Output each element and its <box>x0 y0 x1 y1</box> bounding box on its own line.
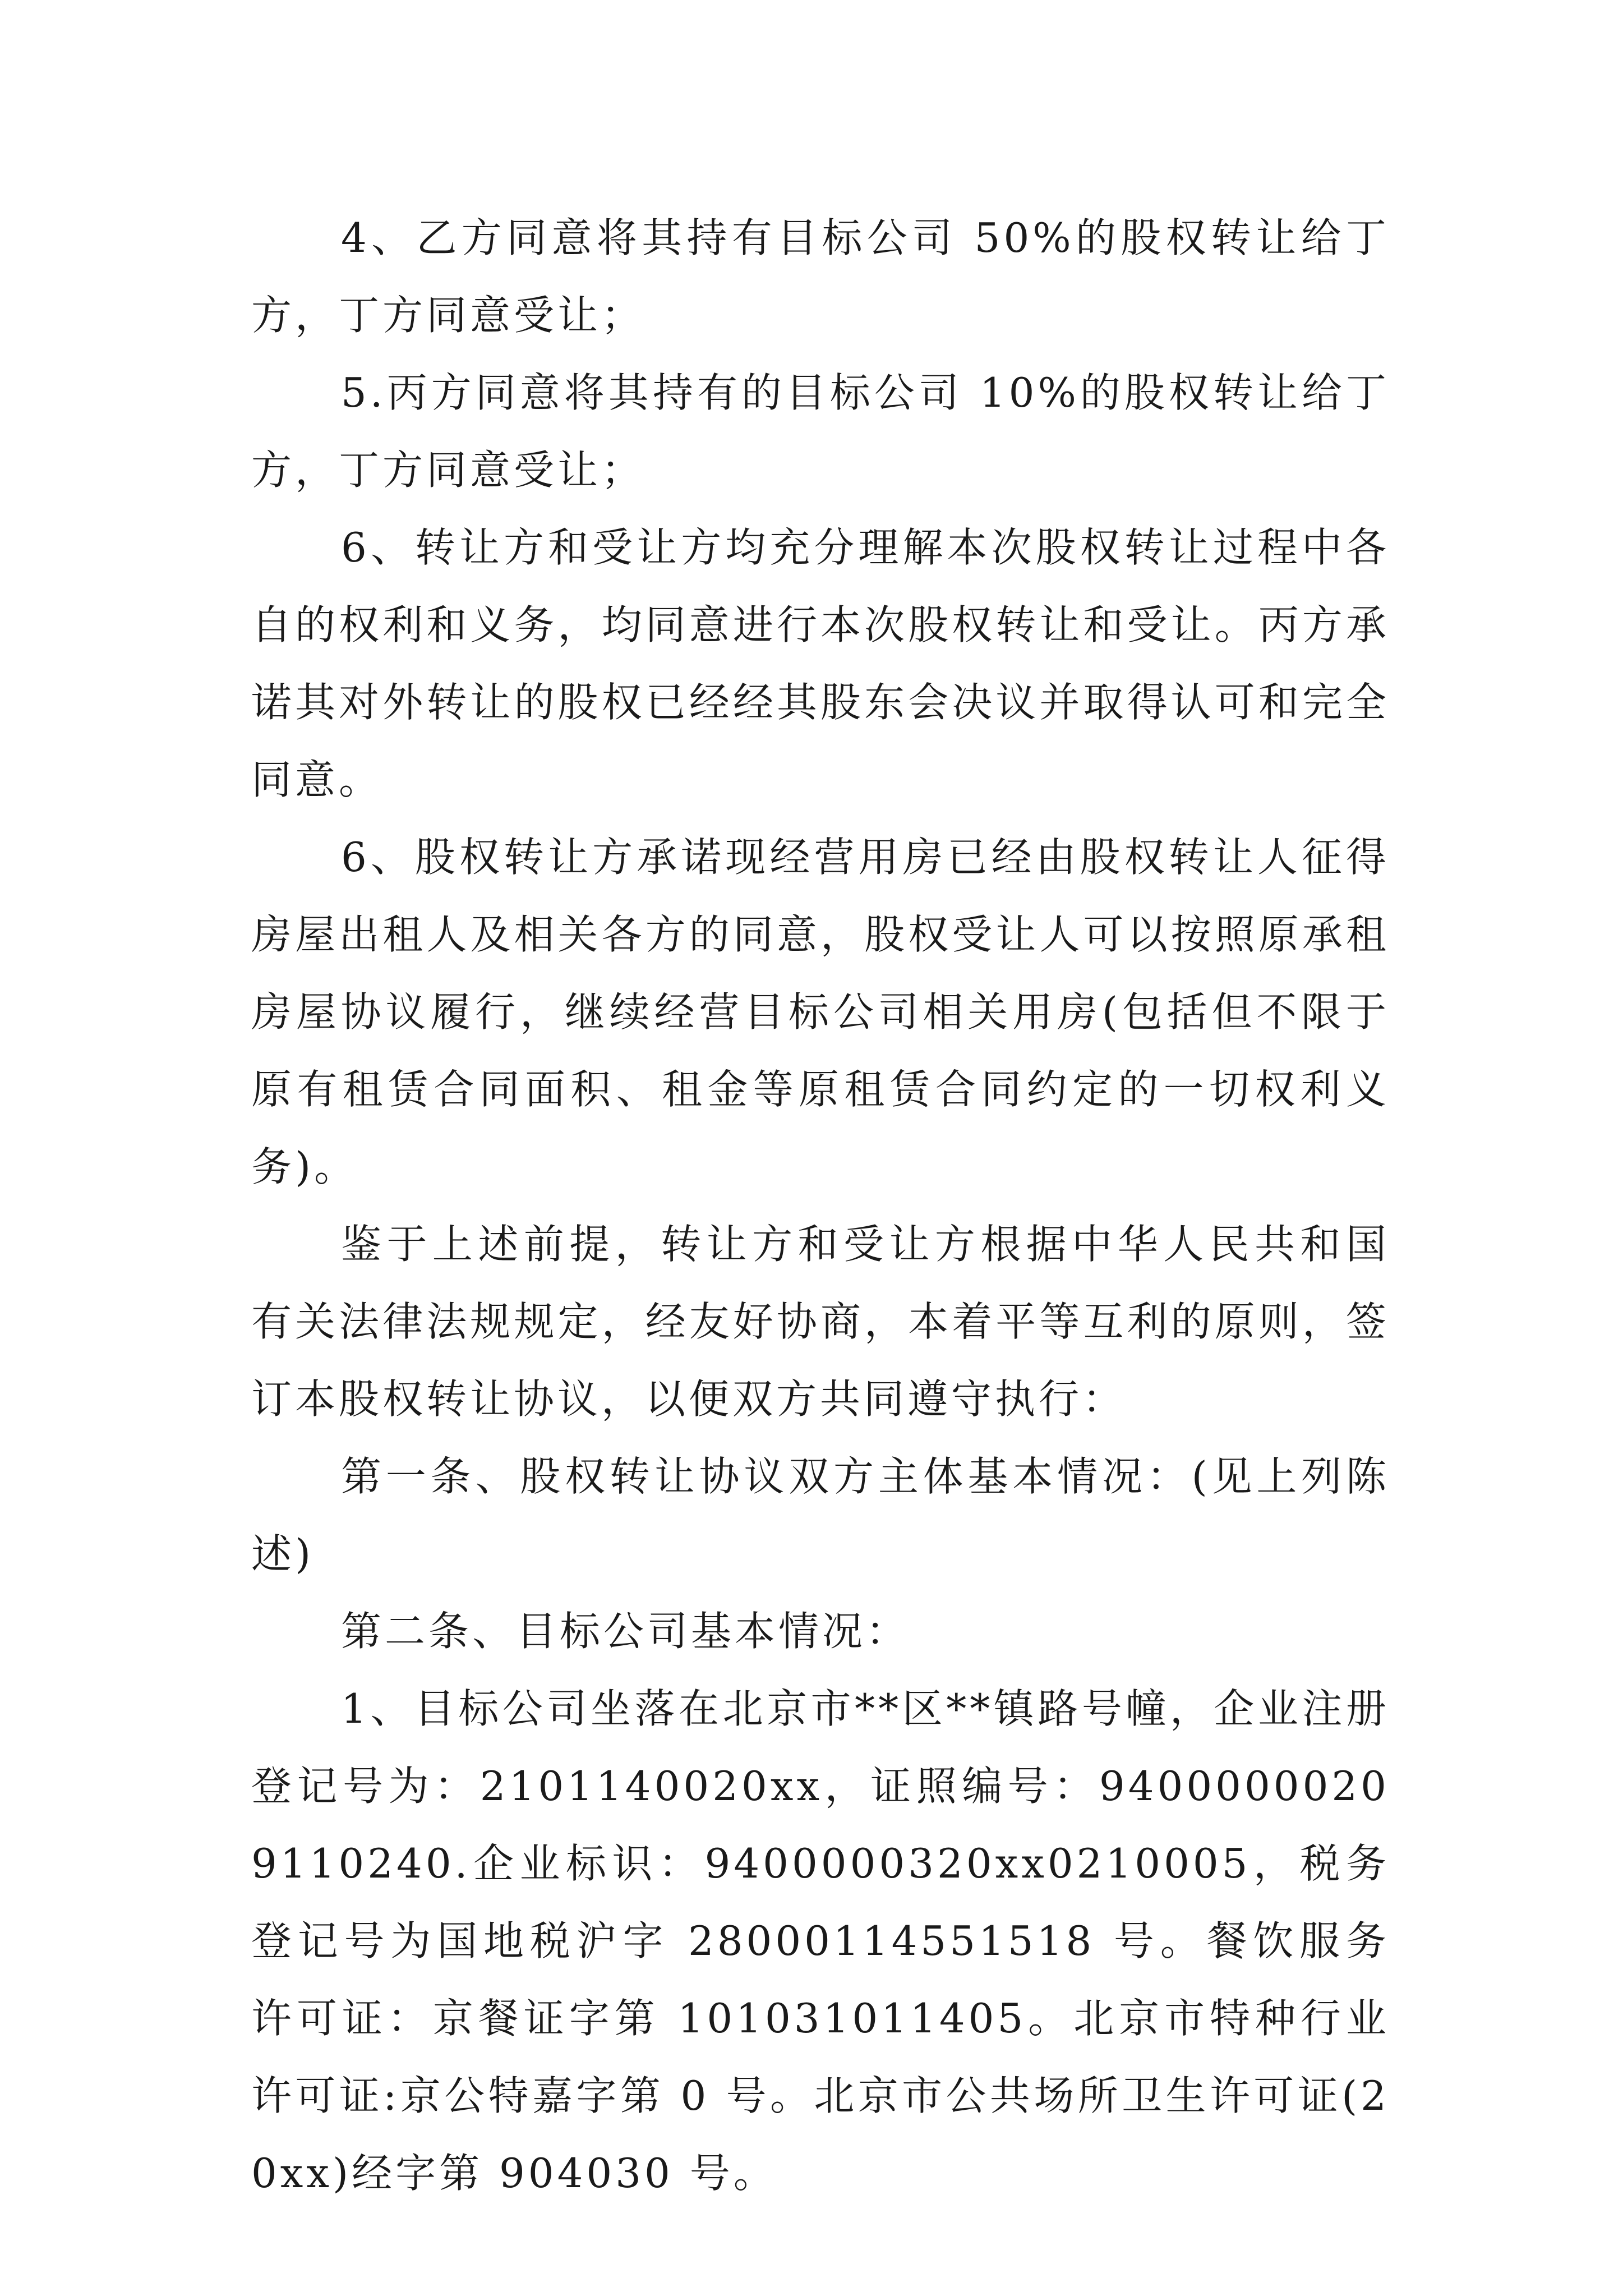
paragraph-company-details: 1、目标公司坐落在北京市**区**镇路号幢，企业注册登记号为：2101140020xx，证照编号：94000000209110240.企业标识：9400000320xx0210005，税务登记号为国地税沪字 28000114551518 号。餐饮服务许可证：京餐证字第 101031011405。北京市特种行业许可证:京公特嘉字第 0 号。北京市公共场所卫生许可证(20xx)经字第 904030 号。 <box>251 1685 1390 2197</box>
paragraph-premise: 鉴于上述前提，转让方和受让方根据中华人民共和国有关法律法规规定，经友好协商，本着平等互利的原则，签订本股权转让协议，以便双方共同遵守执行： <box>251 1221 1390 1423</box>
paragraph-clause-6a: 6、转让方和受让方均充分理解本次股权转让过程中各自的权利和义务，均同意进行本次股权转让和受让。丙方承诺其对外转让的股权已经经其股东会决议并取得认可和完全同意。 <box>251 524 1390 803</box>
paragraph-clause-5: 5.丙方同意将其持有的目标公司 10%的股权转让给丁方，丁方同意受让； <box>251 369 1390 494</box>
paragraph-clause-4: 4、乙方同意将其持有目标公司 50%的股权转让给丁方，丁方同意受让； <box>251 214 1390 339</box>
paragraph-article-2-heading: 第二条、目标公司基本情况： <box>341 1608 910 1655</box>
paragraph-clause-6b: 6、股权转让方承诺现经营用房已经由股权转让人征得房屋出租人及相关各方的同意，股权受让人可以按照原承租房屋协议履行，继续经营目标公司相关用房(包括但不限于原有租赁合同面积、租金等原租赁合同约定的一切权利义务)。 <box>251 834 1390 1190</box>
paragraph-article-1: 第一条、股权转让协议双方主体基本情况：(见上列陈述) <box>251 1453 1390 1577</box>
document-body <box>251 199 1390 2212</box>
